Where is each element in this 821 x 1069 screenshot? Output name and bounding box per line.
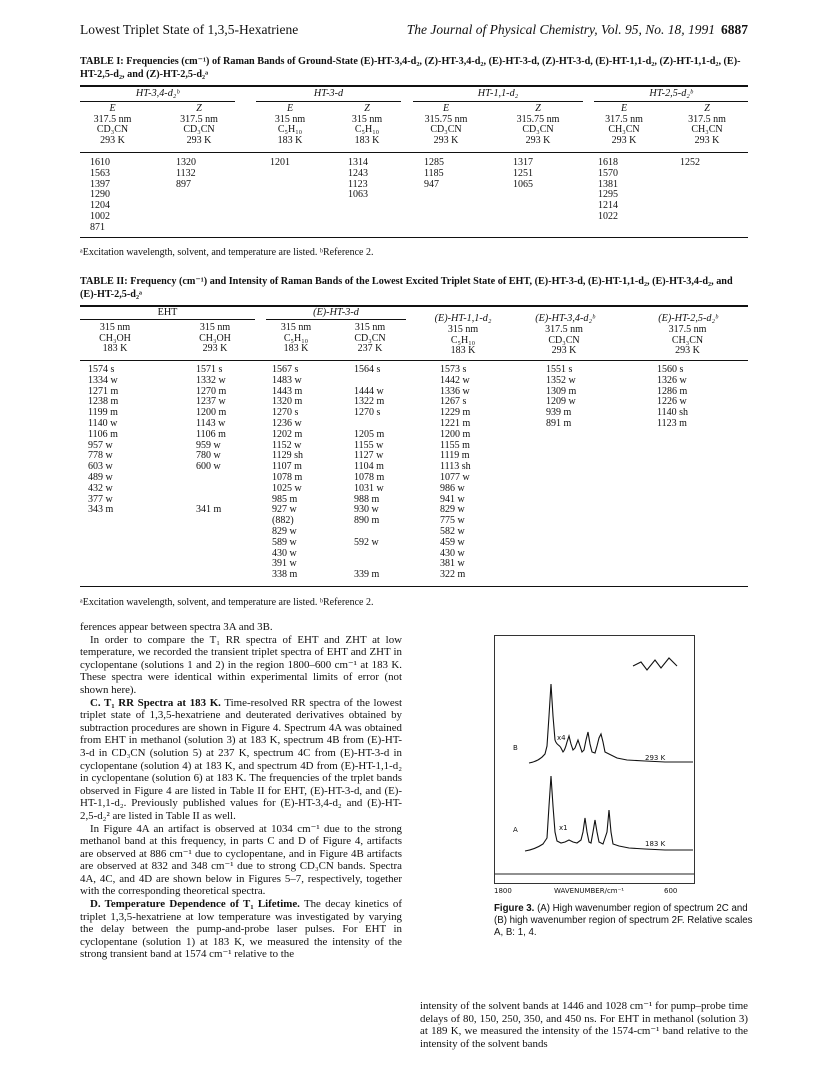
table1-footnote: ᵃExcitation wavelength, solvent, and temperature are listed. ᵇReference 2. xyxy=(80,247,374,258)
table1-column: 1314 1243 1123 1063 xyxy=(348,157,368,201)
paragraph: In order to compare the T₁ RR spectra of EHT and ZHT at low temperature, we recorded the transient triplet spectra of EHT and ZHT in cyclopentane (solutions 1 and 2) in the region 1800–600 cm⁻¹ at 183 K. These spectra were identical within experimental limits of error (not shown here). xyxy=(80,633,402,696)
table2-group: (E)-HT-2,5-d₂ᵇ xyxy=(658,313,718,324)
running-header xyxy=(80,22,748,38)
table1-group-rule xyxy=(413,101,583,102)
table2-footnote: ᵃExcitation wavelength, solvent, and temperature are listed. ᵇReference 2. xyxy=(80,597,374,608)
table2-column: 1571 s 1332 w 1270 m 1237 w 1200 m 1143 w 1106 m 959 w 780 w 600 w 341 m xyxy=(196,364,227,516)
table1-column: 1201 xyxy=(270,157,290,168)
paragraph: intensity of the solvent bands at 1446 and 1028 cm⁻¹ for pump–probe time delays of 80, 150, 250, 350, and 450 ns. For EHT in methanol (solution 3) at 189 K, we measured the intensity of the 1574-cm⁻¹ band relative to the intensity of the solvent bands xyxy=(420,1000,748,1050)
figure3-caption: Figure 3. (A) High wavenumber region of spectrum 2C and (B) high wavenumber region of spectrum 2F. Relative scales A, B: 1, 4. xyxy=(494,903,753,938)
table1-column: 1618 1570 1381 1295 1214 1022 xyxy=(598,157,618,222)
figure3-axis-title: WAVENUMBER/cm⁻¹ xyxy=(554,887,625,895)
table1-column: 1317 1251 1065 xyxy=(513,157,533,190)
table1-group: HT-3,4-d₂ᵇ xyxy=(135,88,180,99)
figure3-axis-left: 1800 xyxy=(494,887,512,895)
table1-group: HT-1,1-d₂ xyxy=(477,88,519,99)
paragraph: In Figure 4A an artifact is observed at 1034 cm⁻¹ due to the strong methanol band at this frequency, in parts C and D of Figure 4, artifacts are observed at 886 cm⁻¹ due to cyclopentane, and in Figure 4B artifacts are observed at 832 and 348 cm⁻¹ due to strong CD₃CN bands. Spectra 4A, 4C, and 4D are shown below in Figures 5–7, respectively, together with the corresponding theoretical spectra. xyxy=(80,822,402,898)
table1-col-header: E 315.75 nm CD₃CN 293 K xyxy=(424,103,468,147)
figure3-axis-right: 600 xyxy=(664,887,678,895)
table1-col-header: Z 315.75 nm CD₃CN 293 K xyxy=(516,103,560,147)
table2-col-header: 315 nm C₅H₁₀ 183 K xyxy=(447,324,479,357)
table1-caption: TABLE I: Frequencies (cm⁻¹) of Raman Bands of Ground-State (E)-HT-3,4-d₂, (Z)-HT-3,4-d₂, (E)-HT-3-d, (Z)-HT-3-d, (E)-HT-1,1-d₂, (Z)-HT-1,1-d₂, (E)-HT-2,5-d₂, and (Z)-HT-2,5-d₂ᵃ xyxy=(80,56,741,80)
table2-caption: TABLE II: Frequency (cm⁻¹) and Intensity of Raman Bands of the Lowest Excited Triplet State of EHT, (E)-HT-3-d, (E)-HT-1,1-d₂, (E)-HT-3,4-d₂, and (E)-HT-2,5-d₂ᵃ xyxy=(80,276,733,300)
body-left-column xyxy=(80,621,402,961)
table2-group-rule xyxy=(266,319,406,320)
table2-column: 1574 s 1334 w 1271 m 1238 m 1199 m 1140 w 1106 m 957 w 778 w 603 w 489 w 432 w 377 w 343 m xyxy=(88,364,119,516)
table2-col-header: 315 nm CD₃CN 237 K xyxy=(354,322,386,355)
figure3-label-a: A xyxy=(513,826,518,834)
table1-col-header: E 317.5 nm CH₃CN 293 K xyxy=(605,103,643,147)
figure3-temp-b: 293 K xyxy=(645,754,666,762)
figure3-scale-b: x4 xyxy=(557,734,566,742)
table2-column: 1573 s 1442 w 1336 w 1267 s 1229 m 1221 m 1200 m 1155 m 1119 m 1113 sh 1077 w 986 w 941 w 829 w 775 w 582 w 459 w 430 w 381 w 322 m xyxy=(440,364,471,581)
table1-column: 1285 1185 947 xyxy=(424,157,444,190)
noise-squiggle xyxy=(633,658,677,670)
paragraph: D. Temperature Dependence of T₁ Lifetime. The decay kinetics of triplet 1,3,5-hexatriene at low temperature was investigated by varying the delay between the pump-and-probe laser pulses. For EHT in cyclopentane (solution 1) at 183 K, we measured the intensity of the strong transient band at 1574 cm⁻¹ relative to the xyxy=(80,898,402,961)
page-number: 6887 xyxy=(721,22,748,37)
table2-column: 1567 s 1483 w 1443 m 1320 m 1270 s 1236 w 1202 m 1152 w 1129 sh 1107 m 1078 m 1025 w 985 m 927 w (882) 829 w 589 w 430 w 391 w 338 m xyxy=(272,364,304,581)
table2-column: 1551 s 1352 w 1309 m 1209 w 939 m 891 m xyxy=(546,364,577,429)
journal-citation: The Journal of Physical Chemistry, Vol. 95, No. 18, 1991 6887 xyxy=(406,22,748,37)
table1-group-rule xyxy=(594,101,748,102)
figure3-frame xyxy=(494,635,695,884)
table2-col-header: 315 nm CH₃OH 293 K xyxy=(199,322,231,355)
spectrum-a-trace xyxy=(525,776,693,851)
table1-col-header: E 315 nm C₅H₁₀ 183 K xyxy=(274,103,306,147)
table1-group: HT-3-d xyxy=(313,88,344,99)
table1-col-header: Z 317.5 nm CH₃CN 293 K xyxy=(688,103,726,147)
table2-col-header: 315 nm C₅H₁₀ 183 K xyxy=(280,322,312,355)
table2-column: 1564 s 1444 w 1322 m 1270 s 1205 m 1155 w 1127 w 1104 m 1078 m 1031 w 988 m 930 w 890 m 592 w 339 m xyxy=(354,364,385,581)
table1-group-rule xyxy=(80,101,235,102)
table1-top-rule xyxy=(80,85,748,87)
body-right-column xyxy=(420,1000,748,1050)
table2-col-header: 317.5 nm CH₃CN 293 K xyxy=(668,324,707,357)
figure3-temp-a: 183 K xyxy=(645,840,666,848)
table2-col-header: 317.5 nm CD₃CN 293 K xyxy=(545,324,583,357)
table1-column: 1252 xyxy=(680,157,700,168)
table1-col-header: Z 317.5 nm CD₃CN 293 K xyxy=(180,103,218,147)
table1-col-header: Z 315 nm C₅H₁₀ 183 K xyxy=(351,103,383,147)
figure3-label-b: B xyxy=(513,744,518,752)
table2-header-rule xyxy=(80,360,748,361)
table2-col-header: 315 nm CH₃OH 183 K xyxy=(99,322,131,355)
table2-group: EHT xyxy=(157,307,178,318)
table2-group: (E)-HT-1,1-d₂ xyxy=(434,313,492,324)
figure3-scale-a: x1 xyxy=(559,824,568,832)
running-title: Lowest Triplet State of 1,3,5-Hexatriene xyxy=(80,22,299,37)
paragraph: C. T₁ RR Spectra at 183 K. Time-resolved RR spectra of the lowest triplet state of 1,3,5-hexatriene and deuterated derivatives obtained by subtraction procedures are shown in Figure 4. Spectrum 4A was obtained from EHT in methanol (solution 3) at 183 K, spectrum 4B from (E)-HT-3-d in CD₃CN (solution 5) at 237 K, spectrum 4C from (E)-HT-3-d in cyclopentane (solution 4) at 183 K, and spectrum 4D from (E)-HT-1,1-d₂ in cyclopentane (solution 6) at 183 K. The frequencies of the trplet bands observed in Figure 4 are listed in Table II for EHT, (E)-HT-3-d, and (E)-HT-1,1-d₂. Previously published values for (E)-HT-3,4-d₂ and (E)-HT-2,5-d₂² are listed in Table II as well. xyxy=(80,696,402,822)
table2-group-rule xyxy=(80,319,255,320)
paragraph: ferences appear between spectra 3A and 3B. xyxy=(80,621,273,633)
table2-group: (E)-HT-3-d xyxy=(313,307,359,318)
table2-column: 1560 s 1326 w 1286 m 1226 w 1140 sh 1123 m xyxy=(657,364,689,429)
table1-col-header: E 317.5 nm CD₃CN 293 K xyxy=(93,103,132,147)
table2-group: (E)-HT-3,4-d₂ᵇ xyxy=(535,313,595,324)
table1-bottom-rule xyxy=(80,237,748,238)
table1-column: 1610 1563 1397 1290 1204 1002 871 xyxy=(90,157,110,233)
table1-header-rule xyxy=(80,152,748,153)
table1-group-rule xyxy=(256,101,401,102)
table1-column: 1320 1132 897 xyxy=(176,157,196,190)
table2-bottom-rule xyxy=(80,586,748,587)
table1-group: HT-2,5-d₂ᵇ xyxy=(649,88,693,99)
spectrum-b-trace xyxy=(529,684,693,763)
